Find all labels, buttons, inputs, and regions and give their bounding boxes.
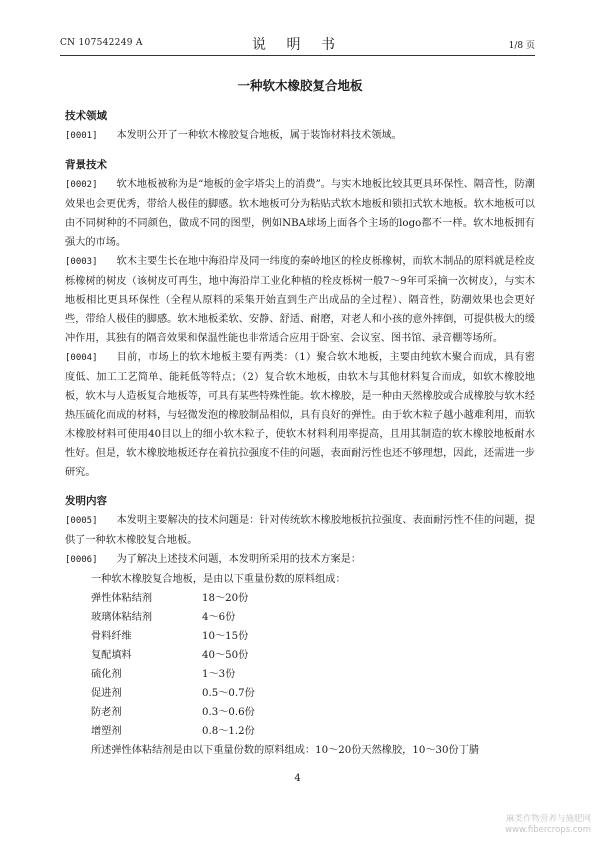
ingredient-amount: 0.5～0.7份 [202, 688, 255, 699]
paragraph-text: 目前，市场上的软木地板主要有两类：（1）聚合软木地板，主要由纯软木聚合而成，具有密度低、加工工艺简单、能耗低等特点；（2）复合软木地板，由软木与其他材料复合而成，如软木橡胶地板，软木与人造板复合地板等，可具有某些特殊性能。软木橡胶，是一种由天然橡胶或合成橡胶与软木经热压硫化而成的材料，与轻微发泡的橡胶制品相似，具有良好的弹性。由于软木粒子越小越难利用，而软木橡胶材料可使用40目以上的细小软木粒子，使软木材料利用率提高，且用其制造的软木橡胶地板耐水性好。但是，软木橡胶地板还存在着抗拉强度不佳的问题，表面耐污性也还不够理想，因此，还需进一步研究。 [65, 352, 535, 478]
paragraph-number: [0006] [65, 555, 98, 565]
recipe-item [65, 665, 535, 684]
paragraph-number: [0004] [65, 353, 98, 363]
recipe-item [65, 722, 535, 741]
watermark-url: www.fibercrops.com [505, 825, 591, 835]
section-heading-tech-field: 技术领域 [65, 110, 107, 122]
watermark [505, 814, 591, 836]
ingredient-amount: 1～3份 [202, 669, 236, 680]
recipe-item [65, 589, 535, 608]
publication-number: CN 107542249 A [60, 38, 143, 48]
paragraph-0001 [65, 126, 535, 146]
ingredient-name: 增塑剂 [91, 726, 122, 737]
document-body [65, 76, 535, 760]
paragraph-0002 [65, 175, 535, 252]
elastomer-binder-description: 所述弹性体粘结剂是由以下重量份数的原料组成：10～20份天然橡胶，10～30份丁腈 [91, 745, 480, 756]
ingredient-name: 弹性体粘结剂 [91, 593, 153, 604]
ingredient-amount: 40～50份 [202, 650, 249, 661]
section-heading-background: 背景技术 [65, 159, 107, 171]
ingredient-amount: 18～20份 [202, 593, 249, 604]
ingredient-amount: 10～15份 [202, 631, 249, 642]
paragraph-text: 为了解决上述技术问题，本发明所采用的技术方案是： [116, 554, 362, 565]
ingredient-name: 防老剂 [91, 707, 122, 718]
document-type-title: 说 明 书 [252, 37, 343, 53]
header-divider [60, 55, 535, 56]
page-header [60, 34, 535, 52]
paragraph-number: [0001] [65, 131, 98, 141]
section-heading-invention: 发明内容 [65, 495, 107, 507]
paragraph-0005 [65, 511, 535, 550]
paragraph-0003 [65, 252, 535, 348]
paragraph-number: [0002] [65, 180, 98, 190]
invention-title: 一种软木橡胶复合地板 [237, 78, 363, 93]
ingredient-name: 复配填料 [91, 650, 132, 661]
ingredient-amount: 0.8～1.2份 [202, 726, 255, 737]
page-indicator: 1/8 页 [508, 41, 535, 51]
recipe-item [65, 684, 535, 703]
paragraph-text: 本发明主要解决的技术问题是：针对传统软木橡胶地板抗拉强度、表面耐污性不佳的问题，提供了一种软木橡胶复合地板。 [65, 515, 535, 546]
paragraph-text: 软木地板被称为是“地板的金字塔尖上的消费”。与实木地板比较其更具环保性、隔音性，防潮效果也会更优秀，带给人极佳的脚感。软木地板可分为粘贴式软木地板和锁扣式软木地板。软木地板可以由不同树种的不同颜色，做成不同的图型，例如NBA球场上面各个主场的logo都不一样。软木地板拥有强大的市场。 [65, 179, 535, 248]
paragraph-0006 [65, 550, 535, 570]
paragraph-text: 软木主要生长在地中海沿岸及同一纬度的秦岭地区的栓皮栎橡树，而软木制品的原料就是栓皮栎橡树的树皮（该树皮可再生，地中海沿岸工业化种植的栓皮栎树一般7～9年可采摘一次树皮），与实木地板相比更具环保性（全程从原料的采集开始直到生产出成品的全过程）、隔音性，防潮效果也会更好些，带给人极佳的脚感。软木地板柔软、安静、舒适、耐磨，对老人和小孩的意外摔倒，可提供极大的缓冲作用，其独有的隔音效果和保温性能也非常适合应用于卧室、会议室、图书馆、录音棚等场所。 [65, 256, 535, 344]
paragraph-text: 本发明公开了一种软木橡胶复合地板，属于装饰材料技术领域。 [116, 130, 402, 141]
recipe-item [65, 627, 535, 646]
recipe-item [65, 608, 535, 627]
ingredient-amount: 4～6份 [202, 612, 236, 623]
watermark-site-name: 麻类作物营养与施肥网 [505, 814, 591, 824]
recipe-intro: 一种软木橡胶复合地板，是由以下重量份数的原料组成： [91, 574, 346, 585]
ingredient-amount: 0.3～0.6份 [202, 707, 255, 718]
paragraph-0004 [65, 348, 535, 482]
recipe-item [65, 703, 535, 722]
paragraph-number: [0005] [65, 516, 98, 526]
recipe-item [65, 646, 535, 665]
ingredient-name: 硫化剂 [91, 669, 122, 680]
paragraph-number: [0003] [65, 257, 98, 267]
ingredient-name: 骨料纤维 [91, 631, 132, 642]
recipe-list [65, 589, 535, 741]
page-number: 4 [294, 773, 301, 784]
ingredient-name: 玻璃体粘结剂 [91, 612, 153, 623]
ingredient-name: 促进剂 [91, 688, 122, 699]
